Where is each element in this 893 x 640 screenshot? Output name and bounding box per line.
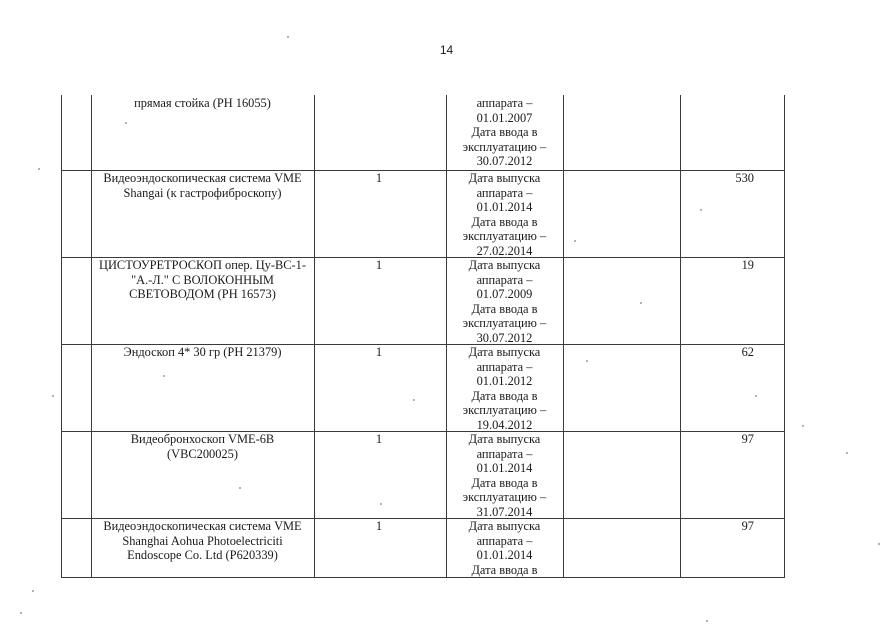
table-cell-dates: аппарата – 01.01.2007 Дата ввода в эксплуатацию – 30.07.2012 bbox=[462, 96, 547, 168]
scan-speck bbox=[287, 36, 289, 38]
table-cell-quantity: 1 bbox=[375, 345, 383, 359]
table-cell-dates: Дата выпуска аппарата – 01.01.2012 Дата ввода в эксплуатацию – 19.04.2012 bbox=[462, 345, 547, 432]
table-column-rule bbox=[314, 95, 315, 577]
table-cell-value: 19 bbox=[741, 258, 754, 272]
scan-speck bbox=[755, 395, 757, 397]
table-cell-quantity: 1 bbox=[375, 171, 383, 185]
scan-speck bbox=[125, 122, 127, 124]
table-cell-name: прямая стойка (РН 16055) bbox=[134, 96, 271, 110]
scan-speck bbox=[413, 399, 415, 401]
table-cell-dates: Дата выпуска аппарата – 01.01.2014 Дата ввода в эксплуатацию – 31.07.2014 bbox=[462, 432, 547, 519]
scan-speck bbox=[802, 425, 804, 427]
table-cell-value: 62 bbox=[741, 345, 754, 359]
table-cell-dates: Дата выпуска аппарата – 01.01.2014 Дата ввода в bbox=[468, 519, 541, 577]
table-cell-value: 97 bbox=[741, 432, 754, 446]
table-cell-name: Видеоэндоскопическая система VME Shangai (к гастрофиброскопу) bbox=[103, 171, 302, 200]
scan-speck bbox=[706, 620, 708, 622]
table-cell-dates: Дата выпуска аппарата – 01.01.2014 Дата ввода в эксплуатацию – 27.02.2014 bbox=[462, 171, 547, 258]
scan-speck bbox=[574, 240, 576, 242]
table-column-rule bbox=[680, 95, 681, 577]
scan-speck bbox=[640, 302, 642, 304]
scan-speck bbox=[846, 452, 848, 454]
scan-speck bbox=[700, 209, 702, 211]
page-number: 14 bbox=[439, 43, 454, 57]
table-cell-value: 97 bbox=[741, 519, 754, 533]
scan-speck bbox=[163, 375, 165, 377]
scan-speck bbox=[52, 395, 54, 397]
table-column-rule bbox=[91, 95, 92, 577]
table-cell-name: Видеоэндоскопическая система VME Shanghai Aohua Photoelectriciti Endoscope Co. Ltd (P620339) bbox=[103, 519, 302, 562]
table-cell-quantity: 1 bbox=[375, 258, 383, 272]
table-cell-value: 530 bbox=[735, 171, 754, 185]
scan-speck bbox=[239, 487, 241, 489]
table-column-rule bbox=[61, 95, 62, 577]
table-cell-quantity: 1 bbox=[375, 519, 383, 533]
table-cell-name: ЦИСТОУРЕТРОСКОП опер. Цу-ВС-1- "А.-Л." С ВОЛОКОННЫМ СВЕТОВОДОМ (РН 16573) bbox=[99, 258, 306, 301]
scan-speck bbox=[38, 168, 40, 170]
table-cell-name: Эндоскоп 4* 30 гр (РН 21379) bbox=[123, 345, 282, 359]
table-cell-quantity: 1 bbox=[375, 432, 383, 446]
table-cell-dates: Дата выпуска аппарата – 01.07.2009 Дата ввода в эксплуатацию – 30.07.2012 bbox=[462, 258, 547, 345]
table-column-rule bbox=[784, 95, 785, 577]
table-cell-name: Видеобронхоскоп VME-6B (VBC200025) bbox=[130, 432, 275, 461]
table-column-rule bbox=[563, 95, 564, 577]
table-row-rule bbox=[61, 577, 785, 578]
scan-speck bbox=[32, 590, 34, 592]
scan-speck bbox=[20, 612, 22, 614]
table-column-rule bbox=[446, 95, 447, 577]
scan-speck bbox=[878, 543, 880, 545]
scan-speck bbox=[380, 503, 382, 505]
scan-speck bbox=[586, 360, 588, 362]
